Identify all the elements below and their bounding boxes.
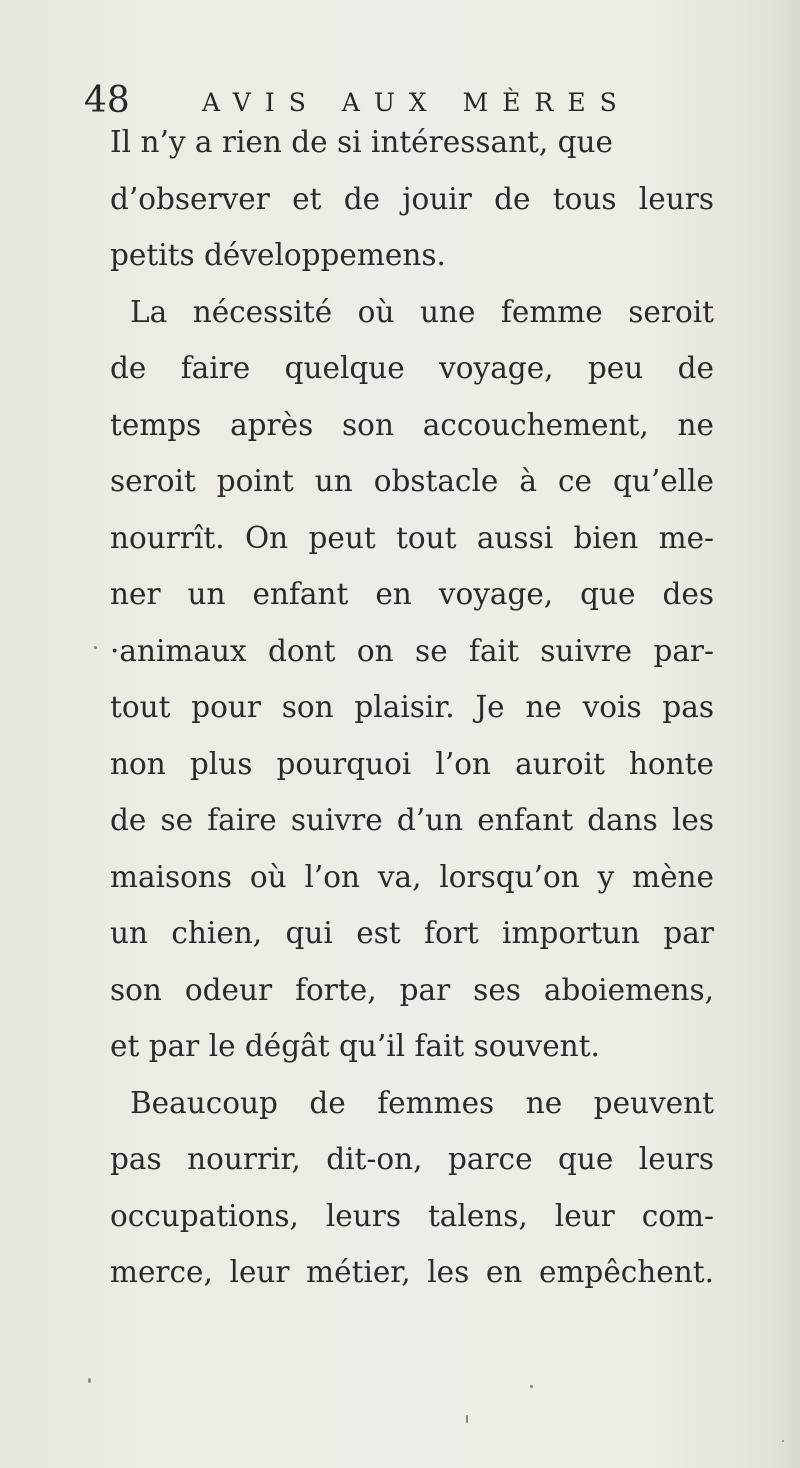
text-line: temps après son accouchement, ne bbox=[110, 407, 714, 442]
text-line: ·animaux dont on se fait suivre par- bbox=[110, 633, 714, 668]
text-line: d’observer et de jouir de tous leurs bbox=[110, 181, 714, 216]
text-line: non plus pourquoi l’on auroit honte bbox=[110, 746, 714, 781]
text-line: maisons où l’on va, lorsqu’on y mène bbox=[110, 859, 714, 894]
text-line: tout pour son plaisir. Je ne vois pas bbox=[110, 690, 714, 724]
body-text bbox=[110, 114, 714, 1301]
text-line: nourrît. On peut tout aussi bien me- bbox=[110, 520, 714, 555]
text-line: de faire quelque voyage, peu de bbox=[110, 351, 714, 385]
text-line: son odeur forte, par ses aboiemens, bbox=[110, 972, 714, 1007]
paper-speck bbox=[88, 1378, 91, 1383]
text-line: occupations, leurs talens, leur com- bbox=[110, 1198, 714, 1233]
page-number: 48 bbox=[84, 80, 130, 121]
text-line: merce, leur métier, les en empêchent. bbox=[110, 1255, 714, 1289]
paper-speck bbox=[782, 1440, 784, 1442]
text-line: et par le dégât qu’il fait souvent. bbox=[110, 1029, 600, 1063]
text-line: un chien, qui est fort importun par bbox=[110, 916, 714, 950]
text-line: seroit point un obstacle à ce qu’elle bbox=[110, 464, 714, 498]
text-line: petits développemens. bbox=[110, 238, 446, 272]
text-line: pas nourrir, dit-on, parce que leurs bbox=[110, 1142, 714, 1176]
running-title: AVIS AUX MÈRES bbox=[202, 88, 631, 117]
text-line: Beaucoup de femmes ne peuvent bbox=[130, 1085, 714, 1120]
paper-speck bbox=[530, 1385, 533, 1388]
text-line: de se faire suivre d’un enfant dans les bbox=[110, 803, 714, 837]
paper-speck bbox=[466, 1415, 468, 1423]
paper-speck bbox=[94, 646, 97, 649]
text-line: La nécessité où une femme seroit bbox=[130, 294, 714, 329]
text-line: ner un enfant en voyage, que des bbox=[110, 577, 714, 611]
text-line: Il n’y a rien de si intéressant, que bbox=[110, 125, 614, 159]
